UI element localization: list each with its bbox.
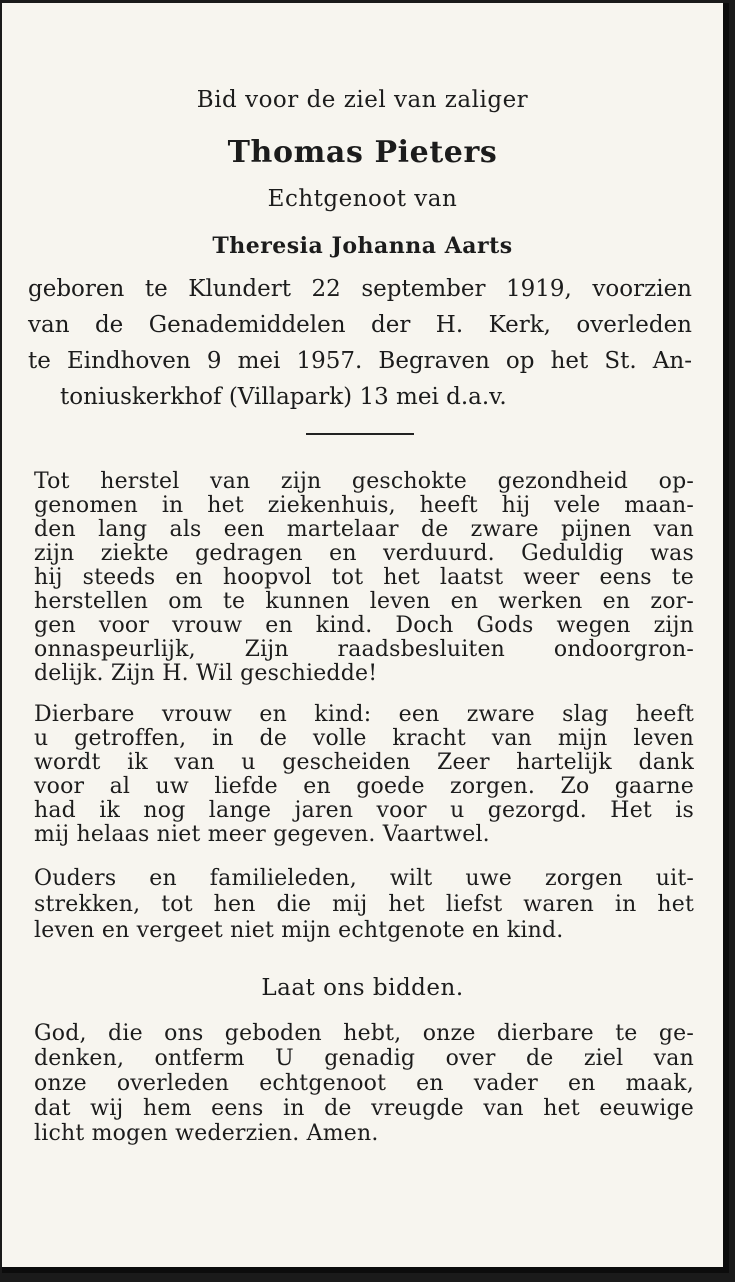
- paragraph2-line: had ik nog lange jaren voor u gezorgd. Het is: [34, 798, 694, 823]
- paragraph1-line: onnaspeurlijk, Zijn raadsbesluiten ondoorgron-: [34, 637, 694, 662]
- paragraph2-line: mij helaas niet meer gegeven. Vaartwel.: [34, 822, 490, 847]
- paragraph1-line: hij steeds en hoopvol tot het laatst weer eens te: [34, 565, 694, 590]
- prayer-line: God, die ons geboden hebt, onze dierbare te ge-: [34, 1021, 694, 1046]
- bio-line: toniuskerkhof (Villapark) 13 mei d.a.v.: [60, 384, 507, 410]
- paragraph2-line: wordt ik van u gescheiden Zeer hartelijk dank: [34, 750, 694, 775]
- paragraph1-line: den lang als een martelaar de zware pijnen van: [34, 517, 694, 542]
- divider: [306, 433, 414, 435]
- paragraph3-line: leven en vergeet niet mijn echtgenote en kind.: [34, 918, 564, 943]
- bio-line: te Eindhoven 9 mei 1957. Begraven op het St. An-: [28, 348, 692, 374]
- spouse-name: Theresia Johanna Aarts: [212, 233, 513, 259]
- paragraph2-line: Dierbare vrouw en kind: een zware slag heeft: [34, 702, 694, 727]
- paragraph3-line: strekken, tot hen die mij het liefst waren in het: [34, 892, 694, 917]
- prayer-heading: Laat ons bidden.: [261, 975, 464, 1001]
- bio-line: geboren te Klundert 22 september 1919, voorzien: [28, 276, 692, 302]
- paragraph3-line: Ouders en familieleden, wilt uwe zorgen uit-: [34, 866, 694, 891]
- paragraph2-line: u getroffen, in de volle kracht van mijn leven: [34, 726, 694, 751]
- paragraph1-line: gen voor vrouw en kind. Doch Gods wegen zijn: [34, 613, 694, 638]
- paragraph1-line: Tot herstel van zijn geschokte gezondheid op-: [34, 469, 694, 494]
- bio-line: van de Genademiddelen der H. Kerk, overleden: [28, 312, 692, 338]
- paragraph1-line: genomen in het ziekenhuis, heeft hij vele maan-: [34, 493, 694, 518]
- paragraph1-line: delijk. Zijn H. Wil geschiedde!: [34, 661, 378, 686]
- prayer-line: dat wij hem eens in de vreugde van het eeuwige: [34, 1096, 694, 1121]
- deceased-name: Thomas Pieters: [227, 135, 498, 170]
- memorial-card: [2, 3, 729, 1273]
- prayer-line: licht mogen wederzien. Amen.: [34, 1121, 379, 1146]
- relation-label: Echtgenoot van: [267, 186, 458, 212]
- prayer-header: Bid voor de ziel van zaliger: [196, 87, 529, 113]
- paragraph1-line: zijn ziekte gedragen en verduurd. Geduldig was: [34, 541, 694, 566]
- prayer-line: onze overleden echtgenoot en vader en maak,: [34, 1071, 694, 1096]
- paragraph2-line: voor al uw liefde en goede zorgen. Zo gaarne: [34, 774, 694, 799]
- paragraph1-line: herstellen om te kunnen leven en werken en zor-: [34, 589, 694, 614]
- prayer-line: denken, ontferm U genadig over de ziel van: [34, 1046, 694, 1071]
